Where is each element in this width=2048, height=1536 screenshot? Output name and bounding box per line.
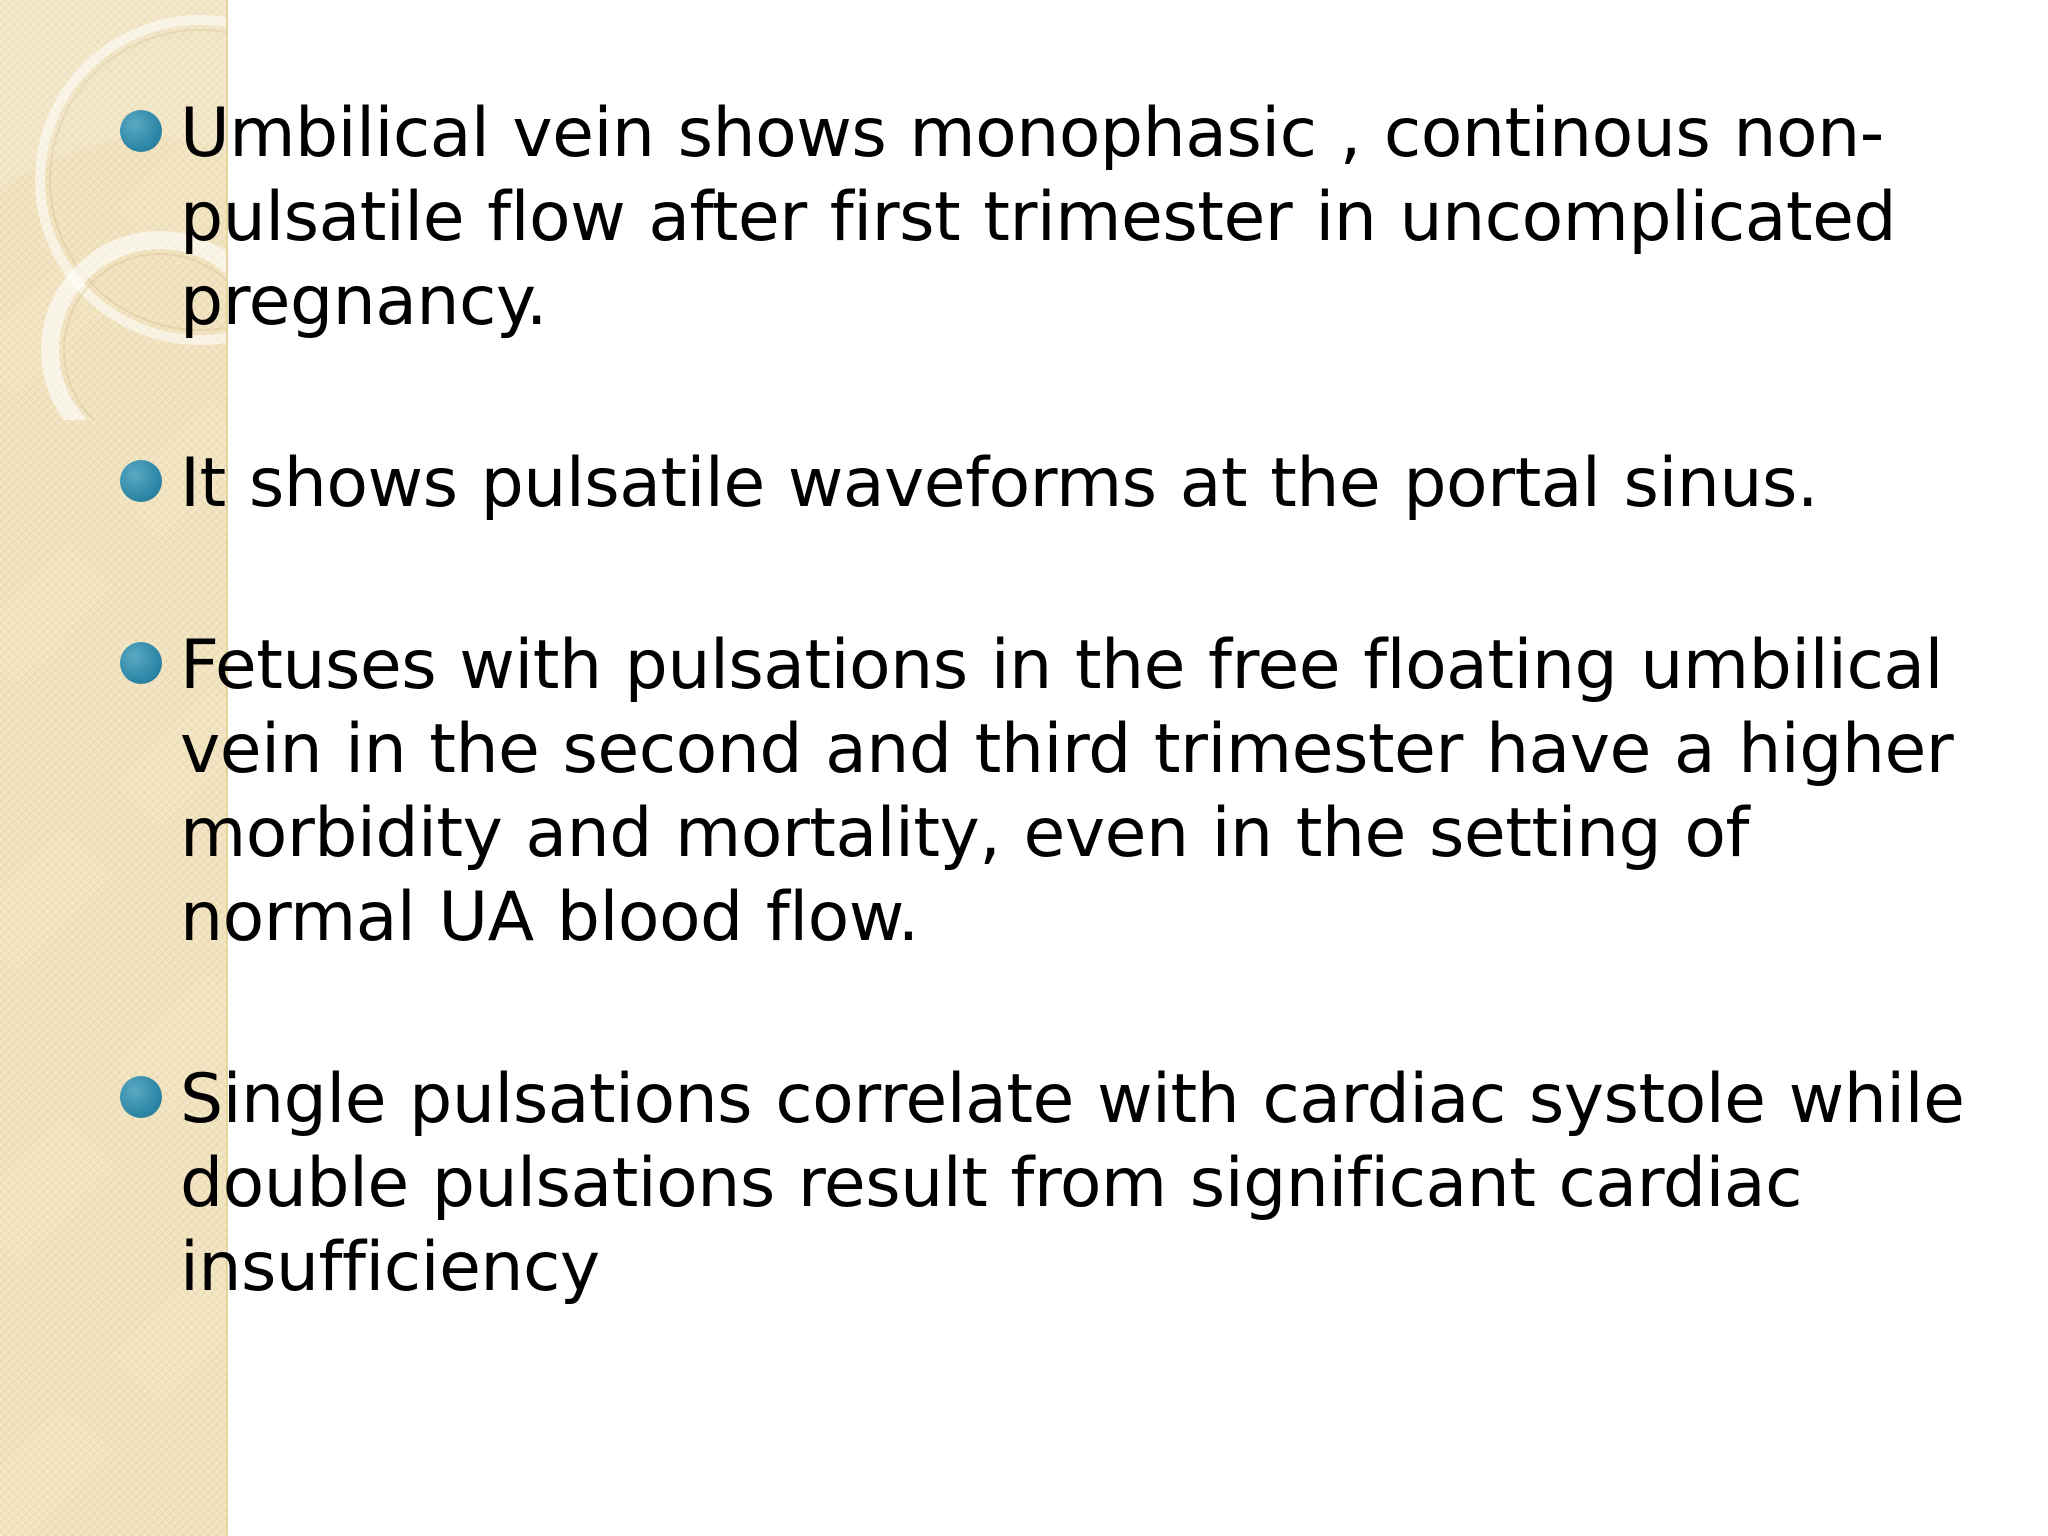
bullet-text: Single pulsations correlate with cardiac systole while double pulsations result from significant cardiac insufficiency	[180, 1060, 1965, 1307]
bullet-dot-icon	[120, 642, 162, 684]
bullet-text: Umbilical vein shows monophasic , continous non-pulsatile flow after first trimester in uncomplicated pregnancy.	[180, 94, 1897, 341]
bullet-text: Fetuses with pulsations in the free floating umbilical vein in the second and third trimester have a higher morbidity and mortality, even in the setting of normal UA blood flow.	[180, 626, 1954, 957]
bullet-dot-icon	[120, 1076, 162, 1118]
bullet-text: It shows pulsatile waveforms at the portal sinus.	[180, 444, 1819, 523]
bullet-item	[120, 624, 2000, 960]
bullet-dot-icon	[120, 460, 162, 502]
bullet-list	[120, 92, 2000, 1310]
bullet-dot-icon	[120, 110, 162, 152]
bullet-item	[120, 442, 2000, 526]
bullet-item	[120, 92, 2000, 344]
bullet-item	[120, 1058, 2000, 1310]
